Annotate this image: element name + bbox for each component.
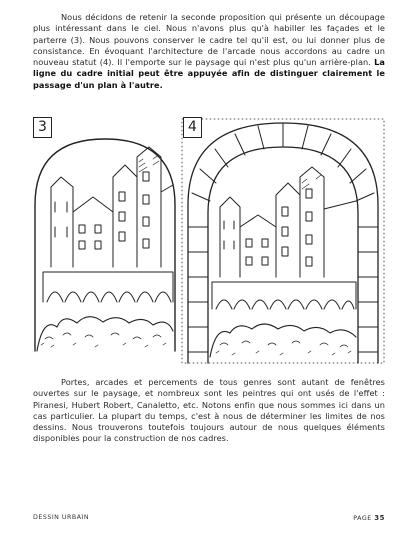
intro-text: Nous décidons de retenir la seconde proposition qui présente un découpage plus intéressant dans le ciel. Nous n'avons plus qu'à habiller les façades et le parterre (3). Nous pouvons conserver le cadre tel qu'il est, ou lui donner plus de consistance. En évoquant l'architecture de l'arcade nous accordons au cadre un nouveau statut (4). Il l'emporte sur le paysage qui n'est plus qu'un arrière-plan. xyxy=(33,12,385,68)
second-paragraph: Portes, arcades et percements de tous genres sont autant de fenêtres ouvertes sur le paysage, et nombreux sont les peintres qui ont usés de l'effet : Piranesi, Hubert Robert, Canaletto, etc. Notons enfin que nous sommes ici dans un cas particulier. La plupart du temps, c'est à nous de déterminer les limites de nos dessins. Nous trouverons toutefois toujours autour de nous quelques éléments disponibles pour la construction de nos cadres. xyxy=(33,377,385,444)
figure-3-label: 3 xyxy=(33,117,52,138)
figure-4-sketch xyxy=(180,117,386,367)
intro-bold-text: La ligne du cadre initial peut être appuyée afin de distinguer clairement le passage d'un plan à l'autre. xyxy=(33,57,385,90)
figure-3-drawing xyxy=(33,117,177,353)
footer-page-number xyxy=(353,514,385,522)
intro-paragraph xyxy=(33,12,385,91)
page-number: 35 xyxy=(374,514,385,522)
footer-book-title: DESSIN URBAIN xyxy=(33,514,90,521)
footer-page-word: PAGE xyxy=(353,515,372,522)
figure-4-label: 4 xyxy=(183,117,202,138)
figure-3-sketch xyxy=(33,117,177,353)
figure-4-drawing xyxy=(180,117,386,367)
